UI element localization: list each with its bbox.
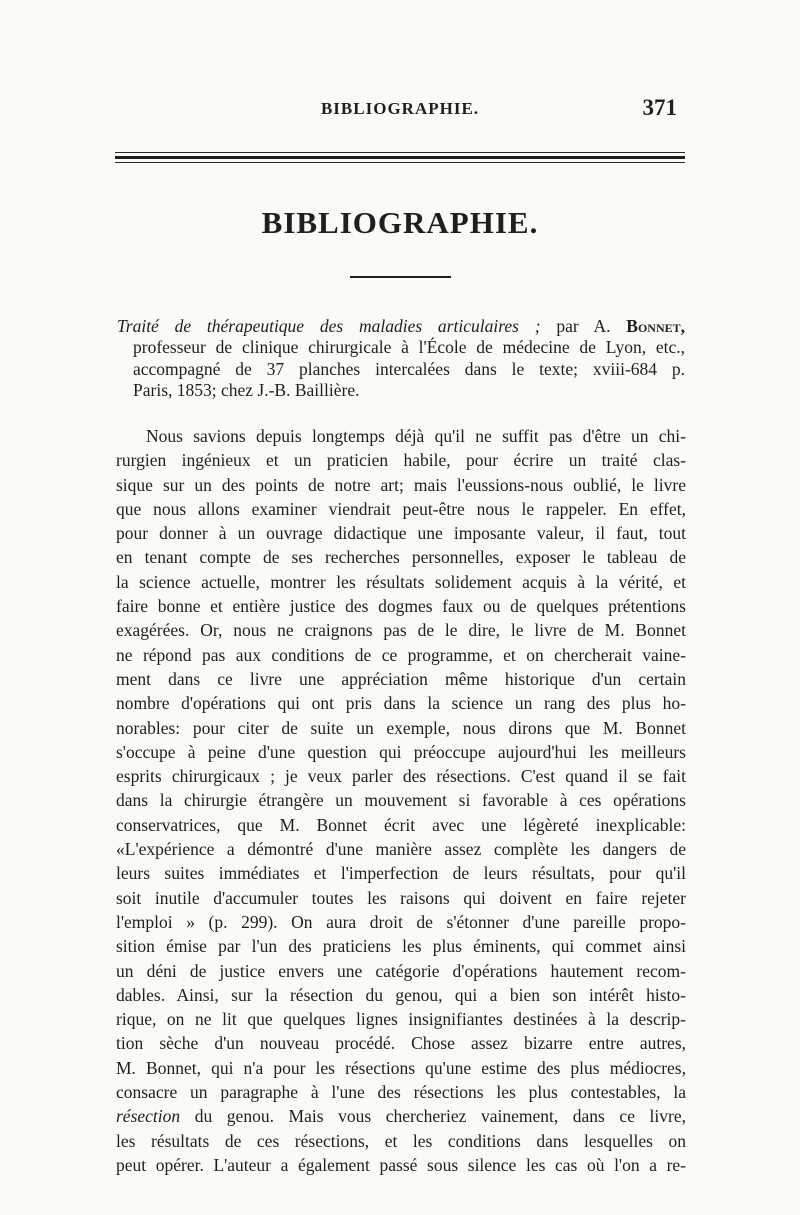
text-line: peut opérer. L'auteur a également passé sous silence les cas où l'on a re- bbox=[116, 1154, 686, 1175]
text-line: que nous allons examiner viendrait peut-être nous le rappeler. En effet, bbox=[116, 498, 686, 519]
book-author: Bonnet, bbox=[626, 316, 685, 336]
running-head bbox=[115, 93, 685, 127]
bibliographic-reference bbox=[117, 316, 685, 402]
title-rule bbox=[350, 276, 451, 278]
text-line: la science actuelle, montrer les résultats solidement acquis à la vérité, et bbox=[116, 571, 686, 592]
text-line: Nous savions depuis longtemps déjà qu'il ne suffit pas d'être un chi- bbox=[146, 426, 686, 446]
text-line: rurgien ingénieux et un praticien habile, pour écrire un traité clas- bbox=[116, 450, 686, 471]
reference-line: Paris, 1853; chez J.-B. Baillière. bbox=[133, 380, 360, 401]
text-line: soit inutile d'accumuler toutes les raisons qui doivent en faire rejeter bbox=[116, 887, 686, 908]
text-line: les résultats de ces résections, et les conditions dans lesquelles on bbox=[116, 1130, 686, 1151]
text-line: s'occupe à peine d'une question qui préoccupe aujourd'hui les meilleurs bbox=[116, 741, 686, 762]
text-line-rest: du genou. Mais vous chercheriez vainement, dans ce livre, bbox=[194, 1106, 686, 1127]
text-line: conservatrices, que M. Bonnet écrit avec une légèreté inexplicable: bbox=[116, 814, 686, 835]
text-line: ne répond pas aux conditions de ce programme, et on chercherait vaine- bbox=[116, 644, 686, 665]
text-line: faire bonne et entière justice des dogmes faux ou de quelques prétentions bbox=[116, 596, 686, 617]
text-line: l'emploi » (p. 299). On aura droit de s'étonner d'une pareille propo- bbox=[116, 911, 686, 932]
header-rule-thin-bottom bbox=[115, 162, 685, 163]
text-line: dans la chirurgie étrangère un mouvement si favorable à ces opérations bbox=[116, 790, 686, 811]
text-line bbox=[116, 1104, 686, 1128]
book-title: Traité de thérapeutique des maladies articulaires ; bbox=[117, 316, 541, 336]
text-line: ment dans ce livre une appréciation même historique d'un certain bbox=[116, 668, 686, 689]
text-line: pour donner à un ouvrage didactique une imposante valeur, il faut, tout bbox=[116, 523, 686, 544]
text-line: rique, on ne lit que quelques lignes insignifiantes destinées à la descrip- bbox=[116, 1009, 686, 1030]
text-line: dables. Ainsi, sur la résection du genou, qui a bien son intérêt histo- bbox=[116, 984, 686, 1005]
header-rule-thin-top bbox=[115, 152, 685, 153]
text-line: «L'expérience a démontré d'une manière assez complète les dangers de bbox=[116, 839, 686, 860]
reference-line: professeur de clinique chirurgicale à l'École de médecine de Lyon, etc., bbox=[133, 337, 685, 358]
review-paragraph bbox=[116, 424, 686, 1177]
text-line: tion sèche d'un nouveau procédé. Chose assez bizarre entre autres, bbox=[116, 1033, 686, 1054]
text-line: consacre un paragraphe à l'une des résections les plus contestables, la bbox=[116, 1082, 686, 1103]
text-line: esprits chirurgicaux ; je veux parler des résections. C'est quand il se fait bbox=[116, 766, 686, 787]
running-title: BIBLIOGRAPHIE. bbox=[320, 99, 480, 118]
text-line: exagérées. Or, nous ne craignons pas de le dire, le livre de M. Bonnet bbox=[116, 620, 686, 641]
text-line: M. Bonnet, qui n'a pour les résections qu'une estime des plus médiocres, bbox=[116, 1057, 686, 1078]
text-line: norables: pour citer de suite un exemple, nous dirons que M. Bonnet bbox=[116, 717, 686, 738]
italic-word: résection bbox=[116, 1106, 181, 1127]
section-title: BIBLIOGRAPHIE. bbox=[261, 205, 539, 240]
page-number: 371 bbox=[642, 95, 677, 120]
header-rule-thick bbox=[115, 156, 685, 159]
text-line: leurs suites immédiates et l'imperfection de leurs résultats, pour qu'il bbox=[116, 863, 686, 884]
text-line: nombre d'opérations qui ont pris dans la science un rang des plus ho- bbox=[116, 693, 686, 714]
reference-line bbox=[117, 316, 685, 337]
reference-by: par A. bbox=[556, 316, 611, 336]
text-line: sition émise par l'un des praticiens les plus éminents, qui commet ainsi bbox=[116, 936, 686, 957]
reference-line: accompagné de 37 planches intercalées dans le texte; xviii-684 p. bbox=[133, 358, 685, 379]
text-line: en tenant compte de ses recherches personnelles, exposer le tableau de bbox=[116, 547, 686, 568]
text-line: sique sur un des points de notre art; mais l'eussions-nous oublié, le livre bbox=[116, 474, 686, 495]
text-line: un déni de justice envers une catégorie d'opérations hautement recom- bbox=[116, 960, 686, 981]
